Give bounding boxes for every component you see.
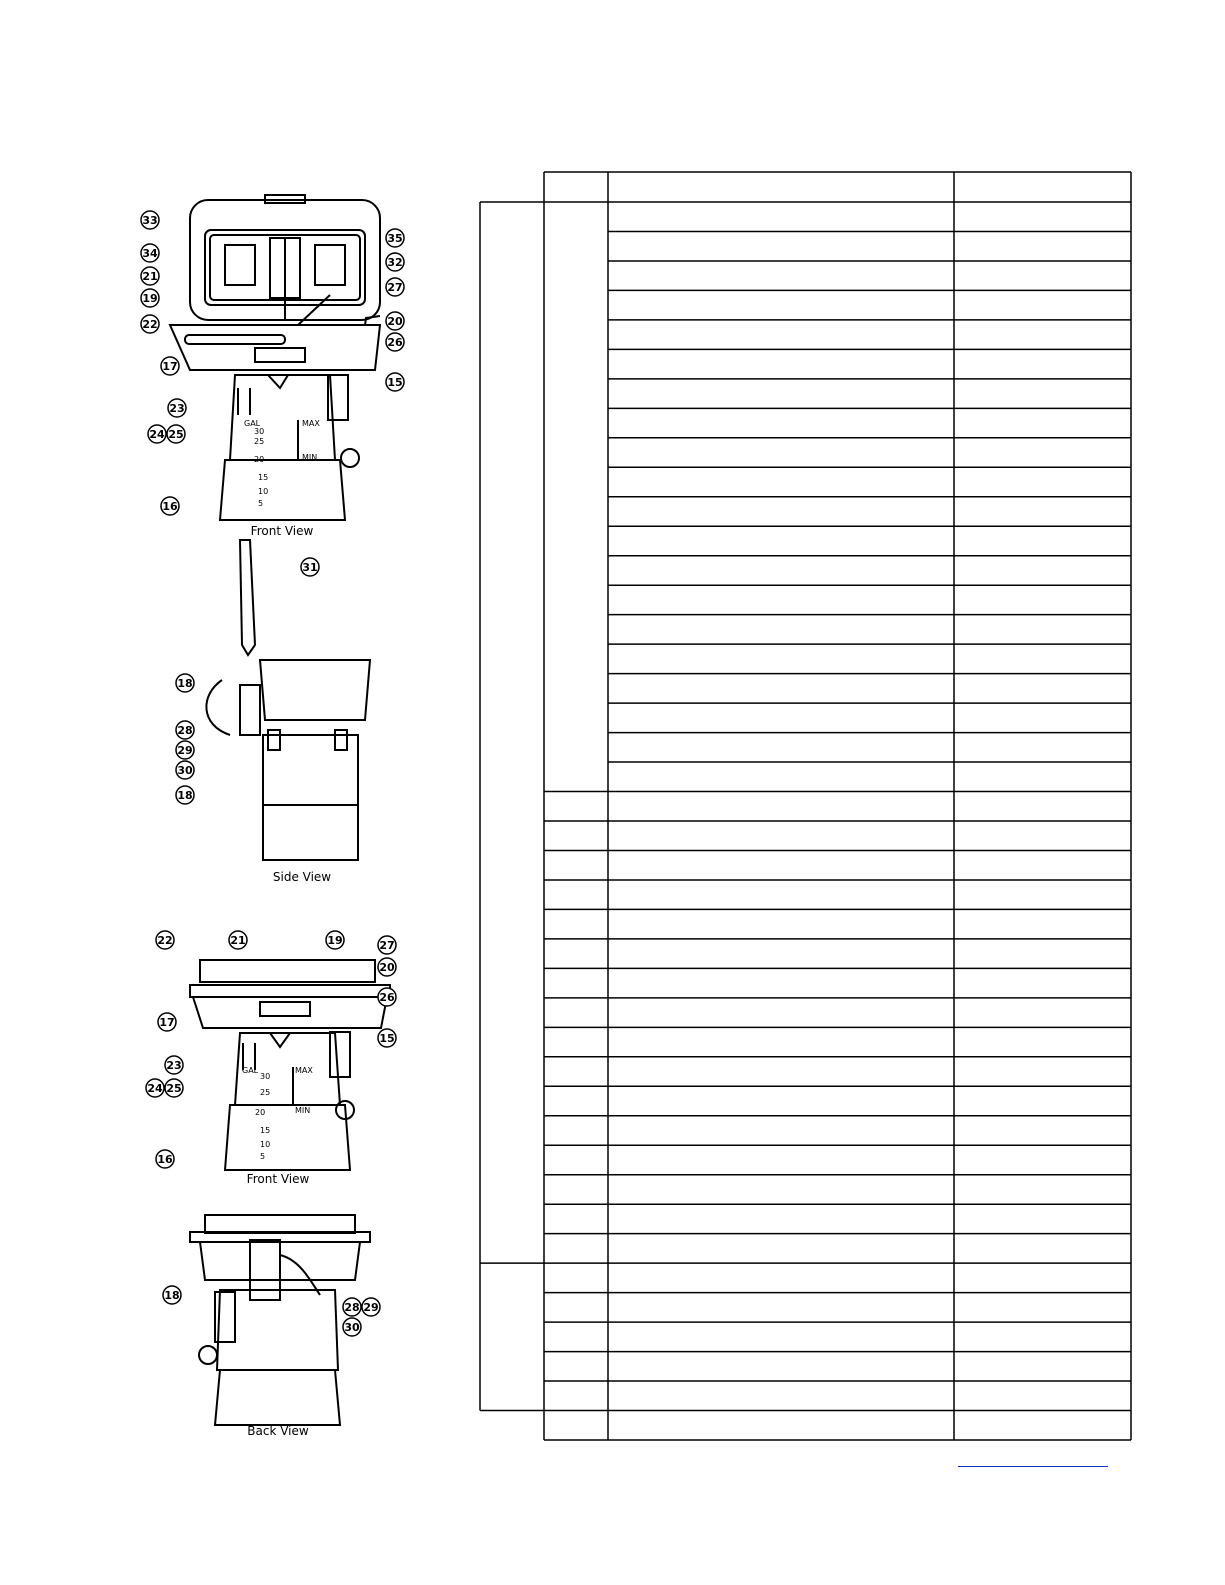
- gauge-tick-1-15: 15: [258, 473, 269, 482]
- callout-23-b: [165, 1056, 183, 1074]
- gauge-unit-1: GAL: [244, 419, 261, 428]
- callout-17: [161, 357, 179, 375]
- side-view-caption: Side View: [272, 870, 332, 884]
- callout-19-b: [326, 931, 344, 949]
- gauge-tick-1-25: 25: [254, 437, 265, 446]
- svg-text:27: 27: [379, 939, 395, 952]
- svg-text:28: 28: [344, 1301, 360, 1314]
- gauge-min-1: MIN: [302, 453, 318, 462]
- gauge-max-1: MAX: [302, 419, 320, 428]
- svg-text:17: 17: [162, 360, 178, 373]
- callout-34: [141, 244, 159, 262]
- callout-15-b: [378, 1029, 396, 1047]
- callout-32: [386, 253, 404, 271]
- callout-33: [141, 211, 159, 229]
- callout-27-b: [378, 936, 396, 954]
- front-view-closed-diagram: [145, 925, 415, 1190]
- callout-16-b: [156, 1150, 174, 1168]
- svg-text:30: 30: [177, 764, 193, 777]
- callout-30-back: [343, 1318, 361, 1336]
- callout-24: [148, 425, 166, 443]
- svg-text:21: 21: [142, 270, 158, 283]
- gauge-max-2: MAX: [295, 1066, 313, 1075]
- side-view-drawing: [160, 535, 390, 890]
- svg-text:19: 19: [142, 292, 158, 305]
- table-header-description: [608, 172, 953, 202]
- callout-19: [141, 289, 159, 307]
- svg-text:18: 18: [177, 789, 193, 802]
- svg-text:33: 33: [142, 214, 158, 227]
- svg-text:32: 32: [387, 256, 403, 269]
- table-header-item: [544, 172, 607, 202]
- callout-28-back: [343, 1298, 361, 1316]
- callout-23: [168, 399, 186, 417]
- svg-text:16: 16: [162, 500, 178, 513]
- side-view-diagram: [160, 535, 390, 890]
- gauge-tick-2-30: 30: [260, 1072, 271, 1081]
- front-view-caption-1: Front View: [250, 524, 314, 538]
- gauge-tick-1-10: 10: [258, 487, 269, 496]
- callout-30: [176, 761, 194, 779]
- svg-text:26: 26: [387, 336, 403, 349]
- svg-text:16: 16: [157, 1153, 173, 1166]
- callout-15: [386, 373, 404, 391]
- svg-text:27: 27: [387, 281, 403, 294]
- gauge-tick-2-25: 25: [260, 1088, 271, 1097]
- svg-text:22: 22: [142, 318, 158, 331]
- front-view-open-diagram: [130, 190, 420, 545]
- callout-25: [167, 425, 185, 443]
- gauge-tick-2-20: 20: [255, 1108, 266, 1117]
- svg-text:34: 34: [142, 247, 158, 260]
- svg-text:24: 24: [147, 1082, 163, 1095]
- footer-link[interactable]: [958, 1452, 1108, 1467]
- callout-22: [141, 315, 159, 333]
- svg-text:21: 21: [230, 934, 246, 947]
- callout-29: [176, 741, 194, 759]
- callout-18-top: [176, 674, 194, 692]
- callout-26-b: [378, 988, 396, 1006]
- callout-20: [386, 312, 404, 330]
- front-view-open-drawing: [130, 190, 420, 545]
- back-view-diagram: [160, 1210, 390, 1440]
- svg-text:22: 22: [157, 934, 173, 947]
- svg-text:19: 19: [327, 934, 343, 947]
- callout-24-b: [146, 1079, 164, 1097]
- svg-text:18: 18: [164, 1289, 180, 1302]
- callout-21: [141, 267, 159, 285]
- callout-31: [301, 558, 319, 576]
- back-view-caption: Back View: [247, 1424, 309, 1438]
- svg-text:23: 23: [166, 1059, 182, 1072]
- svg-text:29: 29: [363, 1301, 379, 1314]
- table-header-part-number: [954, 172, 1131, 202]
- svg-text:28: 28: [177, 724, 193, 737]
- svg-text:18: 18: [177, 677, 193, 690]
- svg-text:29: 29: [177, 744, 193, 757]
- svg-text:25: 25: [168, 428, 184, 441]
- callout-27: [386, 278, 404, 296]
- callout-26: [386, 333, 404, 351]
- gauge-tick-2-5: 5: [260, 1152, 266, 1161]
- svg-text:25: 25: [166, 1082, 182, 1095]
- callout-18-bottom: [176, 786, 194, 804]
- gauge-unit-2: GAL: [242, 1066, 259, 1075]
- callout-35: [386, 229, 404, 247]
- svg-text:17: 17: [159, 1016, 175, 1029]
- callout-28: [176, 721, 194, 739]
- callout-22-b: [156, 931, 174, 949]
- callout-20-b: [378, 958, 396, 976]
- back-view-drawing: [160, 1210, 390, 1440]
- callout-17-b: [158, 1013, 176, 1031]
- svg-text:20: 20: [387, 315, 403, 328]
- front-view-caption-2: Front View: [246, 1172, 310, 1186]
- gauge-tick-1-30: 30: [254, 427, 265, 436]
- callout-25-b: [165, 1079, 183, 1097]
- gauge-tick-2-15: 15: [260, 1126, 271, 1135]
- callout-16: [161, 497, 179, 515]
- callout-29-back: [362, 1298, 380, 1316]
- svg-text:31: 31: [302, 561, 318, 574]
- front-view-closed-drawing: [145, 925, 415, 1190]
- svg-text:26: 26: [379, 991, 395, 1004]
- svg-text:20: 20: [379, 961, 395, 974]
- gauge-tick-1-5: 5: [258, 499, 264, 508]
- svg-text:23: 23: [169, 402, 185, 415]
- svg-text:15: 15: [379, 1032, 395, 1045]
- callout-21-b: [229, 931, 247, 949]
- svg-text:15: 15: [387, 376, 403, 389]
- gauge-min-2: MIN: [295, 1106, 311, 1115]
- callout-18-back: [163, 1286, 181, 1304]
- gauge-tick-1-20: 20: [254, 455, 265, 464]
- svg-text:35: 35: [387, 232, 403, 245]
- svg-text:24: 24: [149, 428, 165, 441]
- svg-text:30: 30: [344, 1321, 360, 1334]
- gauge-tick-2-10: 10: [260, 1140, 271, 1149]
